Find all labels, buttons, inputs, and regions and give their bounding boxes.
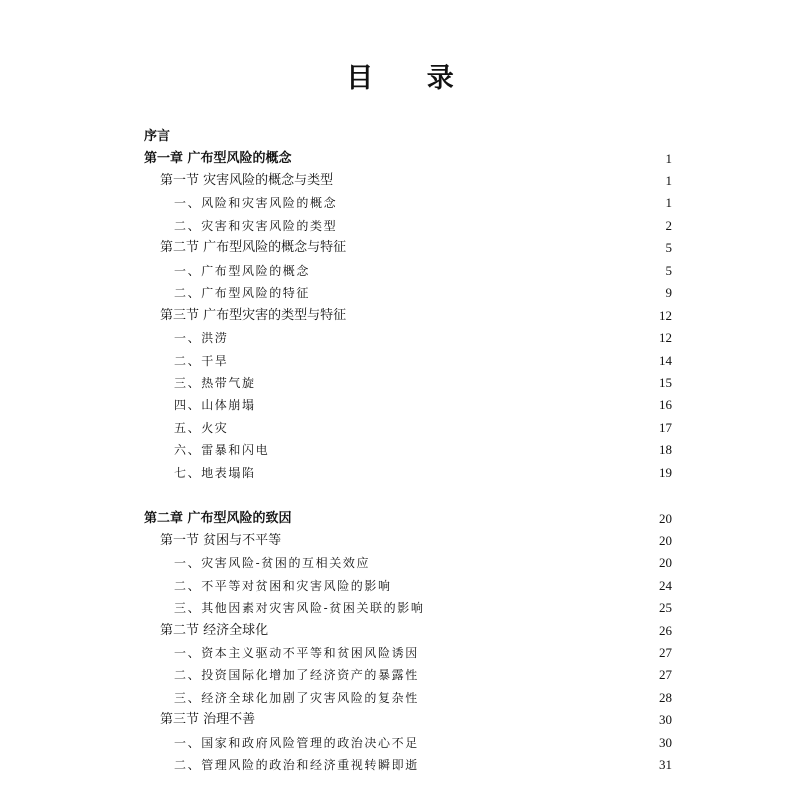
toc-page-number: 5 — [665, 240, 672, 255]
toc-entry-label: 一、资本主义驱动不平等和贫困风险诱因 — [174, 646, 419, 660]
toc-entry-label: 一、风险和灾害风险的概念 — [174, 196, 338, 210]
dot-leader — [234, 418, 642, 438]
toc-entry-label: 二、不平等对贫困和灾害风险的影响 — [174, 579, 392, 593]
toc-entry — [144, 149, 672, 169]
dot-leader — [261, 710, 642, 730]
toc-entry — [174, 598, 672, 618]
dot-leader — [339, 171, 642, 191]
toc-entry — [174, 395, 672, 415]
toc-page-number: 27 — [659, 667, 672, 682]
toc-page-number: 18 — [659, 442, 672, 457]
toc-entry-label: 二、广布型风险的特征 — [174, 286, 311, 300]
toc-page-number: 12 — [659, 330, 672, 345]
toc-page-number: 15 — [659, 375, 672, 390]
toc-page-number: 16 — [659, 397, 672, 412]
toc-entry — [174, 576, 672, 596]
toc-entry — [174, 733, 672, 753]
dot-leader — [343, 193, 642, 213]
toc-entry-label: 第三节 治理不善 — [160, 712, 256, 727]
toc-entry-label: 第一节 灾害风险的概念与类型 — [160, 173, 334, 188]
toc-page-number: 30 — [659, 712, 672, 727]
toc-entry-label: 第二章 广布型风险的致因 — [144, 511, 292, 526]
dot-leader — [425, 665, 642, 685]
toc-entry-label: 三、热带气旋 — [174, 376, 256, 390]
toc-page-number: 24 — [659, 578, 672, 593]
toc-entry-label: 第二节 经济全球化 — [160, 623, 269, 638]
toc-page-number: 30 — [659, 735, 672, 750]
toc-entry-label: 第一节 贫困与不平等 — [160, 533, 282, 548]
toc-entry-label: 三、经济全球化加剧了灾害风险的复杂性 — [174, 691, 419, 705]
toc-entry — [174, 216, 672, 236]
dot-leader — [275, 440, 642, 460]
toc-entry-label: 三、其他因素对灾害风险-贫困关联的影响 — [174, 601, 425, 615]
toc-entry — [160, 238, 672, 258]
dot-leader — [316, 283, 642, 303]
dot-leader — [234, 351, 642, 371]
toc-entry — [160, 710, 672, 730]
dot-leader — [352, 306, 642, 326]
toc-entry-label: 六、雷暴和闪电 — [174, 443, 270, 457]
toc-entry-label: 一、国家和政府风险管理的政治决心不足 — [174, 736, 419, 750]
dot-leader — [425, 688, 642, 708]
toc-entry — [174, 328, 672, 348]
toc-page-number: 9 — [665, 285, 672, 300]
toc-page-number: 31 — [659, 757, 672, 772]
toc-page-number: 1 — [665, 173, 672, 188]
toc-entry — [174, 440, 672, 460]
toc-entry — [160, 621, 672, 641]
dot-leader — [316, 261, 642, 281]
dot-leader — [376, 553, 642, 573]
toc-entry-label: 第二节 广布型风险的概念与特征 — [160, 240, 347, 255]
dot-leader — [298, 149, 642, 169]
dot-leader — [298, 509, 642, 529]
dot-leader — [425, 733, 642, 753]
toc-entry — [174, 665, 672, 685]
toc-entry — [174, 351, 672, 371]
toc-entry — [144, 127, 170, 147]
dot-leader — [352, 238, 642, 258]
toc-entry — [160, 531, 672, 551]
toc-page-number: 5 — [665, 263, 672, 278]
dot-leader — [343, 216, 642, 236]
dot-leader — [262, 373, 642, 393]
toc-page-number: 20 — [659, 555, 672, 570]
toc-page-number: 17 — [659, 420, 672, 435]
toc-entry-label: 七、地表塌陷 — [174, 466, 256, 480]
dot-leader — [430, 598, 642, 618]
toc-page-number: 19 — [659, 465, 672, 480]
toc-page-number: 28 — [659, 690, 672, 705]
toc-entry-label: 二、管理风险的政治和经济重视转瞬即逝 — [174, 758, 419, 772]
toc-entry-label: 二、投资国际化增加了经济资产的暴露性 — [174, 668, 419, 682]
toc-entry — [174, 283, 672, 303]
toc-entry — [174, 643, 672, 663]
toc-entry-label: 五、火灾 — [174, 421, 229, 435]
dot-leader — [425, 755, 642, 775]
toc-entry — [174, 755, 672, 775]
toc-entry — [160, 306, 672, 326]
toc-page-number: 14 — [659, 353, 672, 368]
toc-entry — [174, 688, 672, 708]
toc-entry-label: 二、干旱 — [174, 354, 229, 368]
toc-entry-label: 第三节 广布型灾害的类型与特征 — [160, 308, 347, 323]
toc-entry — [144, 509, 672, 529]
toc-page-number: 20 — [659, 511, 672, 526]
page-title: 目 录 — [346, 63, 476, 94]
toc-entry-label: 四、山体崩塌 — [174, 398, 256, 412]
toc-entry — [174, 373, 672, 393]
toc-entry-label: 一、洪涝 — [174, 331, 229, 345]
toc-page-number: 20 — [659, 533, 672, 548]
toc-entry-label: 二、灾害和灾害风险的类型 — [174, 219, 338, 233]
toc-entry-label: 一、灾害风险-贫困的互相关效应 — [174, 556, 371, 570]
dot-leader — [262, 463, 642, 483]
toc-entry-label: 第一章 广布型风险的概念 — [144, 151, 292, 166]
toc-page-number: 2 — [665, 218, 672, 233]
toc-page-number: 26 — [659, 623, 672, 638]
dot-leader — [262, 395, 642, 415]
toc-entry — [174, 463, 672, 483]
toc-page-number: 25 — [659, 600, 672, 615]
toc-entry — [174, 193, 672, 213]
dot-leader — [398, 576, 642, 596]
toc-page-number: 1 — [665, 195, 672, 210]
toc-entry — [174, 418, 672, 438]
dot-leader — [274, 621, 642, 641]
toc-page-number: 12 — [659, 308, 672, 323]
toc-page-number: 1 — [665, 151, 672, 166]
dot-leader — [234, 328, 642, 348]
dot-leader — [287, 531, 642, 551]
toc-entry-label: 一、广布型风险的概念 — [174, 264, 311, 278]
toc-entry — [174, 553, 672, 573]
toc-page-number: 27 — [659, 645, 672, 660]
toc-entry — [160, 171, 672, 191]
dot-leader — [425, 643, 642, 663]
toc-entry — [174, 261, 672, 281]
toc-entry-label: 序言 — [144, 129, 171, 144]
